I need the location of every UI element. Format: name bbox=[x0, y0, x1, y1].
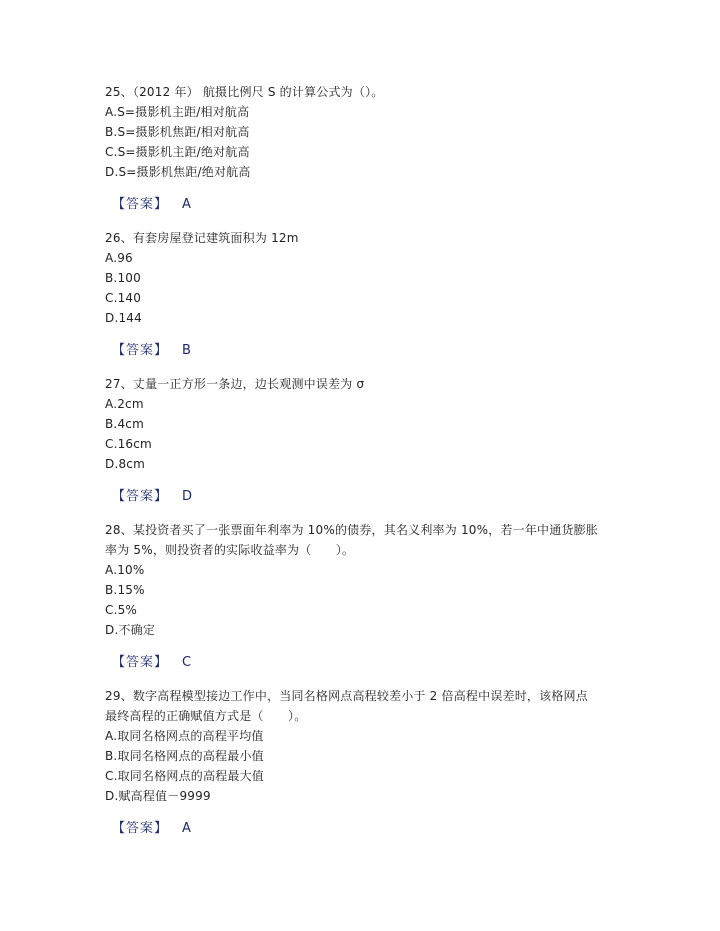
option-c: C.16cm bbox=[105, 437, 152, 451]
answer-value: C bbox=[182, 655, 192, 670]
question-stem: 28、某投资者买了一张票面年利率为 10%的债券，其名义利率为 10%，若一年中通货膨胀 bbox=[105, 523, 599, 537]
answer-28 bbox=[112, 653, 191, 673]
answer-29 bbox=[112, 819, 191, 839]
option-d: D.赋高程值－9999 bbox=[105, 789, 211, 803]
question-27 bbox=[105, 374, 625, 474]
question-stem-continued: 最终高程的正确赋值方式是（ ）。 bbox=[105, 709, 307, 723]
answer-label: 【答案】 bbox=[112, 343, 169, 358]
option-a: A.2cm bbox=[105, 397, 144, 411]
answer-27 bbox=[112, 487, 192, 507]
answer-value: A bbox=[182, 821, 191, 836]
question-28 bbox=[105, 520, 625, 640]
option-a: A.96 bbox=[105, 251, 133, 265]
option-b: B.100 bbox=[105, 271, 141, 285]
answer-label: 【答案】 bbox=[112, 655, 169, 670]
option-c: C.140 bbox=[105, 291, 142, 305]
option-a: A.取同名格网点的高程平均值 bbox=[105, 729, 264, 743]
option-c: C.5% bbox=[105, 603, 138, 617]
question-25 bbox=[105, 82, 625, 182]
question-29 bbox=[105, 686, 625, 806]
answer-label: 【答案】 bbox=[112, 197, 169, 212]
answer-26 bbox=[112, 341, 191, 361]
answer-label: 【答案】 bbox=[112, 489, 169, 504]
option-b: B.15% bbox=[105, 583, 145, 597]
option-a: A.S=摄影机主距/相对航高 bbox=[105, 105, 250, 119]
option-b: B.4cm bbox=[105, 417, 144, 431]
answer-value: B bbox=[182, 343, 191, 358]
question-stem: 27、丈量一正方形一条边，边长观测中误差为 σ bbox=[105, 377, 365, 391]
question-26 bbox=[105, 228, 625, 328]
option-c: C.取同名格网点的高程最大值 bbox=[105, 769, 264, 783]
question-stem: 26、有套房屋登记建筑面积为 12m bbox=[105, 231, 299, 245]
answer-value: A bbox=[182, 197, 191, 212]
option-d: D.S=摄影机焦距/绝对航高 bbox=[105, 165, 251, 179]
question-stem-continued: 率为 5%，则投资者的实际收益率为（ ）。 bbox=[105, 543, 355, 557]
option-c: C.S=摄影机主距/绝对航高 bbox=[105, 145, 250, 159]
answer-value: D bbox=[182, 489, 193, 504]
option-d: D.8cm bbox=[105, 457, 145, 471]
option-d: D.144 bbox=[105, 311, 142, 325]
question-stem: 29、数字高程模型接边工作中，当同名格网点高程较差小于 2 倍高程中误差时，该格网点 bbox=[105, 689, 588, 703]
answer-label: 【答案】 bbox=[112, 821, 169, 836]
option-b: B.取同名格网点的高程最小值 bbox=[105, 749, 264, 763]
question-stem: 25、（2012 年） 航摄比例尺 S 的计算公式为（）。 bbox=[105, 85, 384, 99]
option-d: D.不确定 bbox=[105, 623, 156, 637]
answer-25 bbox=[112, 195, 191, 215]
option-a: A.10% bbox=[105, 563, 145, 577]
option-b: B.S=摄影机焦距/相对航高 bbox=[105, 125, 250, 139]
